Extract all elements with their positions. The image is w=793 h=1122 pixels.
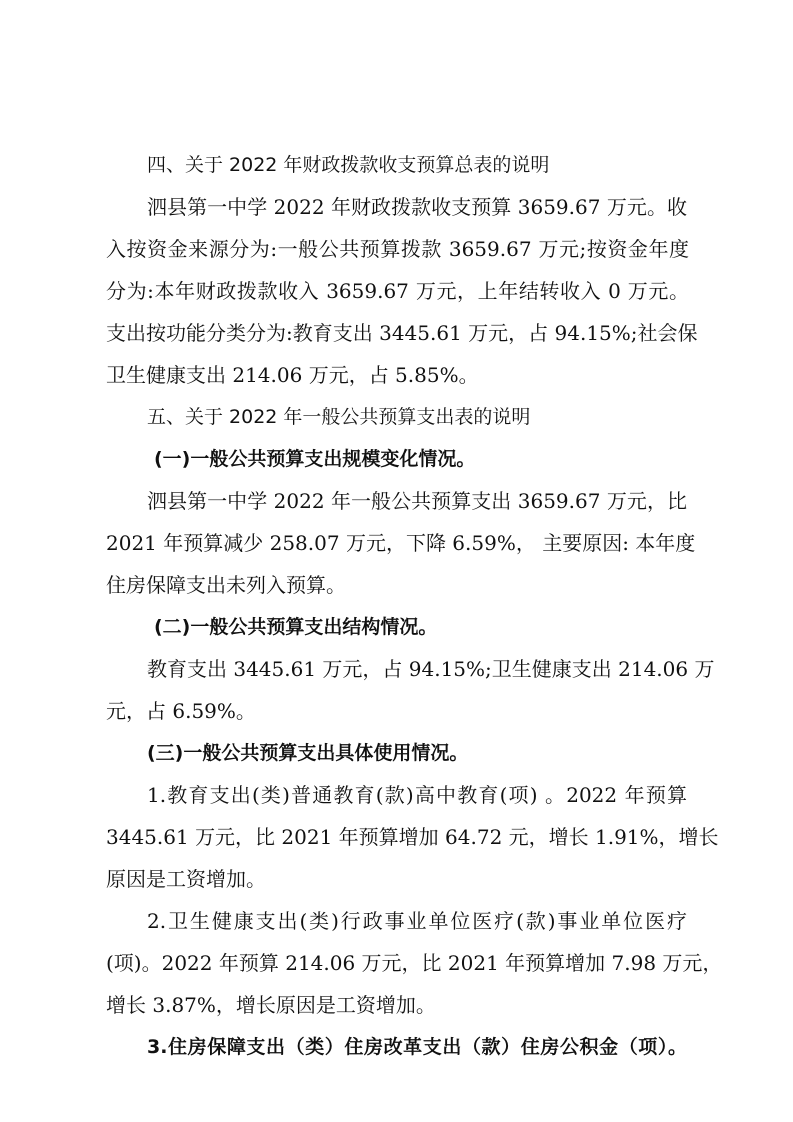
paragraph-line: 卫生健康支出 214.06 万元，占 5.85%。 xyxy=(106,363,479,387)
subheading-item-3: 3.住房保障支出（类）住房改革支出（款）住房公积金（项）。 xyxy=(147,1036,687,1058)
paragraph-line: 增长 3.87%，增长原因是工资增加。 xyxy=(106,993,436,1017)
paragraph-line: 2.卫生健康支出(类)行政事业单位医疗(款)事业单位医疗 xyxy=(147,909,687,933)
paragraph-line: 元，占 6.59%。 xyxy=(106,699,256,723)
paragraph-line: 2021 年预算减少 258.07 万元，下降 6.59%， 主要原因: 本年度 xyxy=(106,531,696,555)
paragraph-line: 泗县第一中学 2022 年财政拨款收支预算 3659.67 万元。收 xyxy=(147,195,687,219)
section-heading-4: 四、关于 2022 年财政拨款收支预算总表的说明 xyxy=(147,154,550,176)
subheading-3: (三)一般公共预算支出具体使用情况。 xyxy=(147,742,469,764)
paragraph-line: 入按资金来源分为:一般公共预算拨款 3659.67 万元;按资金年度 xyxy=(106,237,689,261)
paragraph-line: 原因是工资增加。 xyxy=(106,867,266,891)
paragraph-line: 泗县第一中学 2022 年一般公共预算支出 3659.67 万元，比 xyxy=(147,489,687,513)
paragraph-line: 分为:本年财政拨款收入 3659.67 万元，上年结转收入 0 万元。 xyxy=(106,279,689,303)
paragraph-line: 3445.61 万元，比 2021 年预算增加 64.72 元，增长 1.91%，增长 xyxy=(106,825,719,849)
paragraph-line: 教育支出 3445.61 万元，占 94.15%;卫生健康支出 214.06 万 xyxy=(147,657,715,681)
subheading-2: (二)一般公共预算支出结构情况。 xyxy=(154,616,438,638)
paragraph-line: 支出按功能分类分为:教育支出 3445.61 万元，占 94.15%;社会保 xyxy=(106,321,698,345)
paragraph-line: (项)。2022 年预算 214.06 万元，比 2021 年预算增加 7.98 万元， xyxy=(106,951,723,975)
section-heading-5: 五、关于 2022 年一般公共预算支出表的说明 xyxy=(147,406,531,428)
subheading-1: (一)一般公共预算支出规模变化情况。 xyxy=(154,448,476,470)
paragraph-line: 住房保障支出未列入预算。 xyxy=(106,573,346,597)
paragraph-line: 1.教育支出(类)普通教育(款)高中教育(项) 。2022 年预算 xyxy=(147,783,687,807)
